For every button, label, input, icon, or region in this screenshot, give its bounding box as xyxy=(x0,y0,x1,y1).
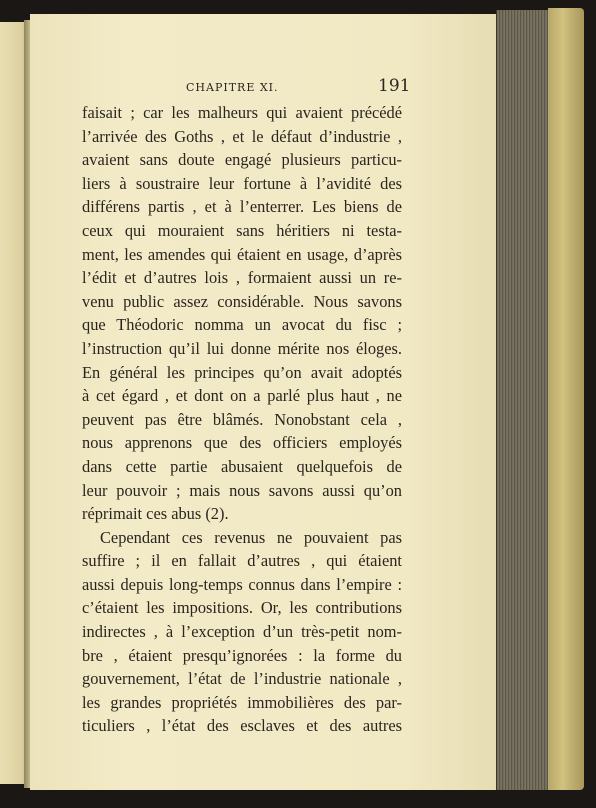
paragraph-2 xyxy=(82,526,402,738)
page-block-edges xyxy=(496,10,555,790)
running-head xyxy=(30,76,500,100)
text-line: les grandes propriétés immobilières des par- xyxy=(82,692,402,712)
text-line: différens partis , et à l’enterrer. Les biens de xyxy=(82,197,402,217)
text-line: avaient sans doute engagé plusieurs particu- xyxy=(82,150,402,170)
text-line: réprimait ces abus (2). xyxy=(82,504,229,524)
text-line: c’étaient les impositions. Or, les contributions xyxy=(82,598,402,618)
text-line: nous apprenons que des officiers employés xyxy=(82,433,402,453)
body-text xyxy=(82,101,402,738)
text-line: venu public assez considérable. Nous savons xyxy=(82,291,402,311)
text-line: que Théodoric nomma un avocat du fisc ; xyxy=(82,315,402,335)
text-line: dans cette partie abusaient quelquefois de xyxy=(82,456,402,476)
page-number: 191 xyxy=(378,76,411,96)
text-line: Cependant ces revenus ne pouvaient pas xyxy=(100,527,402,547)
text-line: l’arrivée des Goths , et le défaut d’industrie , xyxy=(82,126,402,146)
text-line: aussi depuis long-temps connus dans l’empire : xyxy=(82,574,402,594)
text-line: gouvernement, l’état de l’industrie nationale , xyxy=(82,669,402,689)
text-line: l’édit et d’autres lois , formaient aussi un re- xyxy=(82,268,402,288)
text-line: leur pouvoir ; mais nous savons aussi qu’on xyxy=(82,480,402,500)
text-line: liers à soustraire leur fortune à l’avidité des xyxy=(82,173,402,193)
text-line: suffire ; il en fallait d’autres , qui étaient xyxy=(82,551,402,571)
text-line: à cet égard , et dont on a parlé plus haut , ne xyxy=(82,386,402,406)
text-line: En général les principes qu’on avait adoptés xyxy=(82,362,402,382)
paragraph-1 xyxy=(82,101,402,526)
text-line: bre , étaient presqu’ignorées : la forme du xyxy=(82,645,402,665)
book-cover-edge xyxy=(548,8,584,790)
chapter-title: CHAPITRE XI. xyxy=(186,81,279,94)
text-line: faisait ; car les malheurs qui avaient précédé xyxy=(82,103,402,122)
text-line: ment, les amendes qui étaient en usage, d’après xyxy=(82,244,402,264)
text-line: ticuliers , l’état des esclaves et des autres xyxy=(82,716,402,736)
text-line: l’instruction qu’il lui donne mérite nos éloges. xyxy=(82,338,402,358)
text-line: peuvent pas être blâmés. Nonobstant cela , xyxy=(82,409,402,429)
text-line: indirectes , à l’exception d’un très-petit nom- xyxy=(82,622,402,642)
text-line: ceux qui mouraient sans héritiers ni testa- xyxy=(82,220,402,240)
